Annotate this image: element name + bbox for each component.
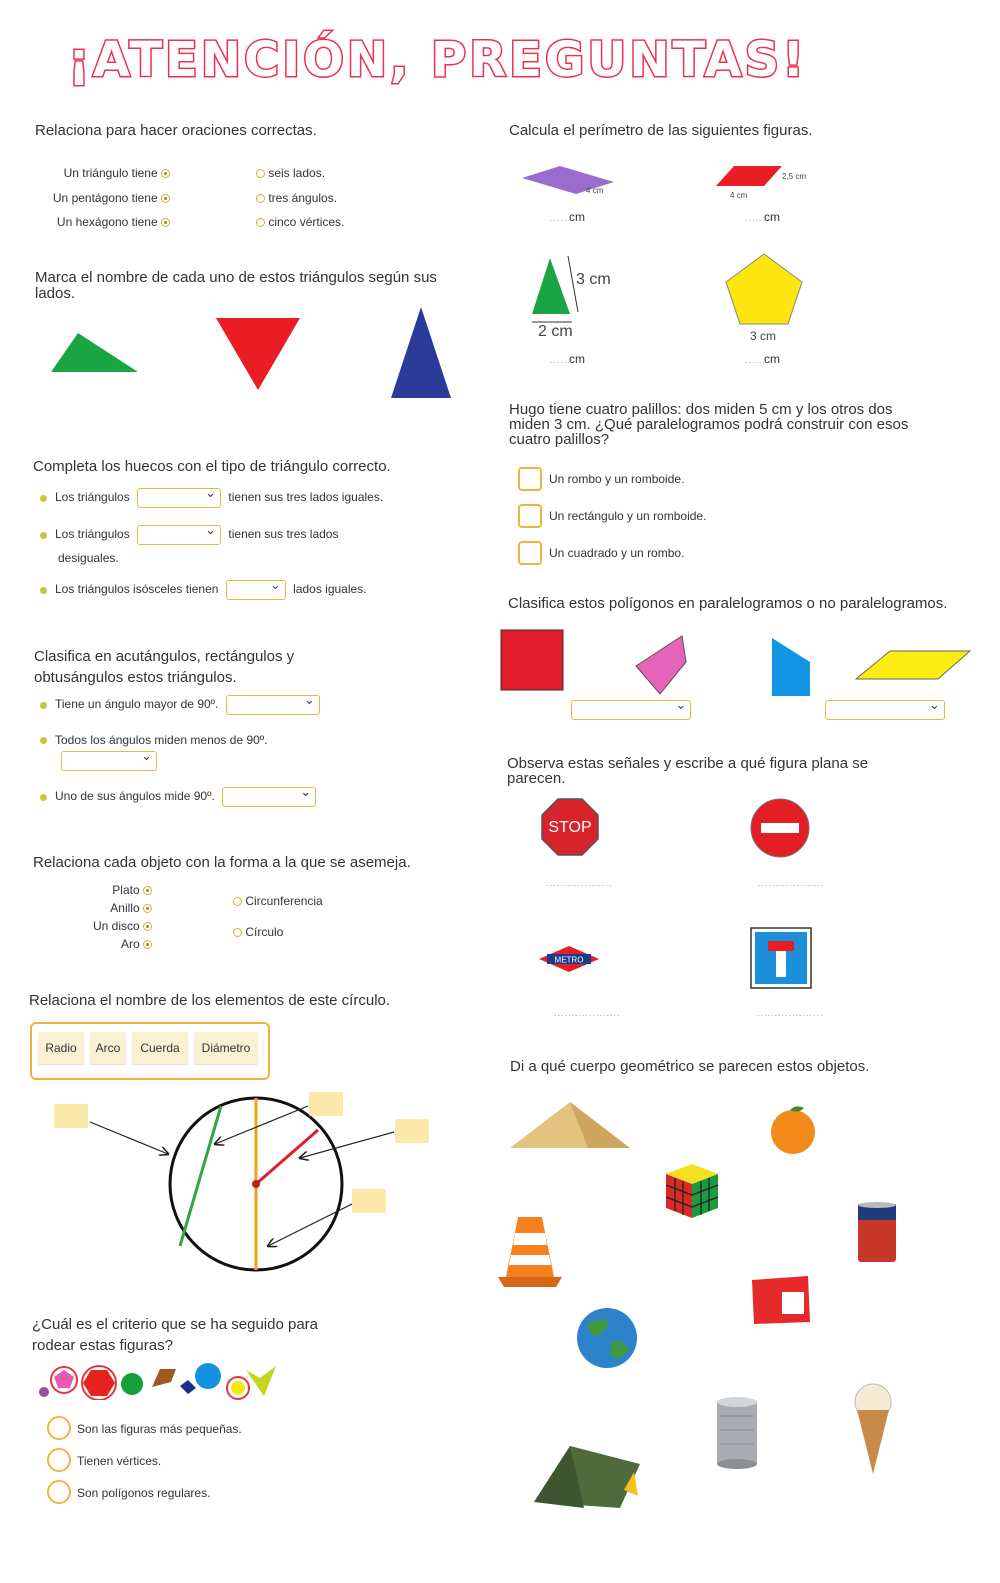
q9-option[interactable]: Un rombo y un romboide. bbox=[549, 472, 685, 486]
answer-blank[interactable]: ................... bbox=[554, 1008, 621, 1018]
answer-blank[interactable]: ...... bbox=[550, 213, 572, 223]
q9-option[interactable]: Un rectángulo y un romboide. bbox=[549, 509, 707, 523]
q7-prompt: ¿Cuál es el criterio que se ha seguido para rodear estas figuras? bbox=[32, 1316, 318, 1354]
match-dot-icon bbox=[256, 218, 265, 227]
option-radio[interactable] bbox=[47, 1448, 71, 1472]
bullet-icon bbox=[40, 587, 47, 594]
drop-target[interactable] bbox=[309, 1092, 343, 1116]
option-radio[interactable] bbox=[47, 1416, 71, 1440]
purple-rhombus[interactable] bbox=[520, 160, 620, 200]
rubiks-cube-image bbox=[662, 1160, 722, 1222]
stop-sign-text: STOP bbox=[548, 819, 592, 836]
q7-option[interactable]: Son polígonos regulares. bbox=[77, 1486, 211, 1500]
q11-prompt: Observa estas señales y escribe a qué figura plana se parecen. bbox=[507, 755, 869, 787]
green-triangle-measured[interactable] bbox=[528, 252, 588, 334]
unit-label: cm bbox=[764, 210, 780, 224]
q12-prompt: Di a qué cuerpo geométrico se parecen estos objetos. bbox=[510, 1058, 870, 1075]
q1-right-item[interactable]: cinco vértices. bbox=[256, 215, 344, 229]
q5-prompt: Relaciona cada objeto con la forma a la que se asemeja. bbox=[33, 854, 411, 871]
pink-trapezoid bbox=[632, 632, 690, 696]
q8-prompt: Calcula el perímetro de las siguientes figuras. bbox=[509, 122, 813, 139]
yellow-parallelogram bbox=[852, 648, 972, 682]
q4-line-3: Uno de sus ángulos mide 90º. ⌄ bbox=[40, 787, 316, 807]
match-dot-icon bbox=[161, 218, 170, 227]
bullet-icon bbox=[40, 737, 47, 744]
chip-diametro[interactable]: Diámetro bbox=[194, 1032, 258, 1064]
arrow-arc bbox=[90, 1122, 168, 1154]
red-parallelogram[interactable] bbox=[714, 160, 784, 200]
option-checkbox[interactable] bbox=[518, 504, 542, 528]
bullet-icon bbox=[40, 794, 47, 801]
option-checkbox[interactable] bbox=[518, 467, 542, 491]
rhombus-label: 4 cm bbox=[586, 186, 604, 195]
arrow-radius bbox=[300, 1132, 394, 1158]
match-dot-icon bbox=[143, 886, 152, 895]
answer-blank[interactable]: ................... bbox=[757, 1008, 824, 1018]
red-hexagon bbox=[83, 1370, 115, 1396]
ice-cream-box-image bbox=[748, 1272, 812, 1326]
match-dot-icon bbox=[143, 940, 152, 949]
unit-label: cm bbox=[569, 352, 585, 366]
radius-line bbox=[256, 1130, 318, 1184]
green-scalene-triangle[interactable] bbox=[48, 328, 143, 376]
chip-cuerda[interactable]: Cuerda bbox=[132, 1032, 188, 1064]
q1-left-item[interactable]: Un hexágono tiene bbox=[40, 215, 170, 229]
answer-blank[interactable]: ...... bbox=[745, 355, 767, 365]
blue-isosceles-triangle[interactable] bbox=[389, 304, 453, 400]
q1-right-item[interactable]: tres ángulos. bbox=[256, 191, 337, 205]
option-checkbox[interactable] bbox=[518, 541, 542, 565]
q4-prompt: Clasifica en acutángulos, rectángulos y obtusángulos estos triángulos. bbox=[34, 648, 295, 686]
drop-target[interactable] bbox=[395, 1119, 429, 1143]
traffic-cone-image bbox=[496, 1213, 564, 1291]
sides-count-select[interactable] bbox=[226, 580, 286, 600]
q5-left-item[interactable]: Plato bbox=[60, 883, 152, 897]
q9-option[interactable]: Un cuadrado y un rombo. bbox=[549, 546, 685, 560]
q6-prompt: Relaciona el nombre de los elementos de este círculo. bbox=[29, 992, 391, 1009]
globe-image bbox=[575, 1306, 639, 1370]
triangle-label-a: 3 cm bbox=[576, 271, 611, 288]
answer-blank[interactable]: ...... bbox=[550, 355, 572, 365]
pyramid-image bbox=[508, 1098, 634, 1152]
chip-arco[interactable]: Arco bbox=[90, 1032, 126, 1064]
chip-tray bbox=[30, 1022, 270, 1080]
blue-circle bbox=[195, 1363, 221, 1389]
chord-line bbox=[180, 1106, 221, 1246]
q1-left-item[interactable]: Un pentágono tiene bbox=[40, 191, 170, 205]
match-dot-icon bbox=[233, 897, 242, 906]
arrow-diameter bbox=[268, 1204, 352, 1246]
match-dot-icon bbox=[161, 169, 170, 178]
bullet-icon bbox=[40, 532, 47, 539]
answer-blank[interactable]: ................... bbox=[546, 878, 613, 888]
match-dot-icon bbox=[161, 194, 170, 203]
angle-type-select[interactable] bbox=[61, 751, 157, 771]
page-title: ¡ATENCIÓN, PREGUNTAS! bbox=[68, 32, 808, 88]
q5-left-item[interactable]: Aro bbox=[60, 937, 152, 951]
green-circle bbox=[121, 1373, 143, 1395]
figure-row bbox=[36, 1360, 286, 1400]
pink-pentagon bbox=[54, 1370, 74, 1388]
q1-left-item[interactable]: Un triángulo tiene bbox=[40, 166, 170, 180]
orange-image bbox=[768, 1102, 818, 1156]
option-radio[interactable] bbox=[47, 1480, 71, 1504]
yellow-circle bbox=[231, 1381, 245, 1395]
tent-image bbox=[530, 1438, 644, 1512]
blue-trapezoid bbox=[768, 636, 812, 698]
triangle-label-b: 2 cm bbox=[538, 323, 573, 340]
answer-blank[interactable]: ................... bbox=[758, 878, 825, 888]
small-purple-circle bbox=[39, 1387, 49, 1397]
match-dot-icon bbox=[256, 169, 265, 178]
polygon-type-select[interactable] bbox=[825, 700, 945, 720]
q1-right-item[interactable]: seis lados. bbox=[256, 166, 325, 180]
unit-label: cm bbox=[569, 210, 585, 224]
q3-prompt: Completa los huecos con el tipo de triángulo correcto. bbox=[33, 458, 391, 475]
tin-can-image bbox=[712, 1394, 762, 1470]
q7-option[interactable]: Tienen vértices. bbox=[77, 1454, 162, 1468]
q5-left-item[interactable]: Un disco bbox=[60, 919, 152, 933]
parallelogram-label-a: 2,5 cm bbox=[782, 172, 807, 181]
angle-type-select[interactable] bbox=[226, 695, 320, 715]
q4-line-2: Todos los ángulos miden menos de 90º. bbox=[40, 733, 268, 747]
chip-radio[interactable]: Radio bbox=[38, 1032, 84, 1064]
drop-target[interactable] bbox=[352, 1189, 386, 1213]
match-dot-icon bbox=[143, 922, 152, 931]
metro-sign bbox=[537, 944, 601, 974]
q3-line-2b: desiguales. bbox=[58, 551, 119, 565]
ice-cream-cone-image bbox=[850, 1382, 896, 1478]
q7-option[interactable]: Son las figuras más pequeñas. bbox=[77, 1422, 242, 1436]
q3-line-3: Los triángulos isósceles tienen ⌄ lados iguales. bbox=[40, 580, 367, 600]
red-square bbox=[499, 628, 565, 692]
q1-prompt: Relaciona para hacer oraciones correctas. bbox=[35, 122, 317, 139]
circle-diagram bbox=[40, 1088, 440, 1278]
can-image bbox=[854, 1200, 900, 1266]
q10-prompt: Clasifica estos polígonos en paralelogramos o no paralelogramos. bbox=[508, 595, 948, 612]
triangle-type-select[interactable] bbox=[137, 488, 221, 508]
q2-prompt: Marca el nombre de cada uno de estos triángulos según sus lados. bbox=[35, 269, 437, 302]
bullet-icon bbox=[40, 495, 47, 502]
center-point bbox=[252, 1180, 260, 1188]
arrow-chord bbox=[215, 1106, 308, 1144]
q3-line-1: Los triángulos ⌄ tienen sus tres lados iguales. bbox=[40, 488, 383, 508]
answer-blank[interactable]: ...... bbox=[745, 213, 767, 223]
no-entry-sign bbox=[749, 797, 811, 859]
red-equilateral-triangle[interactable] bbox=[214, 315, 302, 393]
triangle-type-select[interactable] bbox=[137, 525, 221, 545]
dead-end-sign bbox=[750, 927, 812, 989]
metro-sign-text: METRO bbox=[554, 955, 584, 965]
q5-right-item[interactable]: Círculo bbox=[233, 925, 283, 939]
angle-type-select[interactable] bbox=[222, 787, 316, 807]
match-dot-icon bbox=[143, 904, 152, 913]
bullet-icon bbox=[40, 702, 47, 709]
drop-target[interactable] bbox=[54, 1104, 88, 1128]
q3-line-2: Los triángulos ⌄ tienen sus tres lados bbox=[40, 525, 338, 545]
pentagon-label: 3 cm bbox=[750, 329, 777, 343]
parallelogram-label-b: 4 cm bbox=[730, 191, 748, 200]
q9-prompt: Hugo tiene cuatro palillos: dos miden 5 cm y los otros dos miden 3 cm. ¿Qué paralelogramos podrá construir con esos cuatro palillos? bbox=[509, 401, 909, 448]
stop-sign bbox=[540, 797, 600, 857]
q4-line-1: Tiene un ángulo mayor de 90º. ⌄ bbox=[40, 695, 320, 715]
yellow-green-polygon bbox=[246, 1366, 276, 1396]
unit-label: cm bbox=[764, 352, 780, 366]
brown-trapezoid bbox=[152, 1369, 176, 1387]
match-dot-icon bbox=[233, 928, 242, 937]
blue-rhombus bbox=[180, 1380, 196, 1394]
q5-right-item[interactable]: Circunferencia bbox=[233, 894, 323, 908]
polygon-type-select[interactable] bbox=[571, 700, 691, 720]
yellow-pentagon[interactable] bbox=[722, 250, 806, 332]
match-dot-icon bbox=[256, 194, 265, 203]
q5-left-item[interactable]: Anillo bbox=[60, 901, 152, 915]
